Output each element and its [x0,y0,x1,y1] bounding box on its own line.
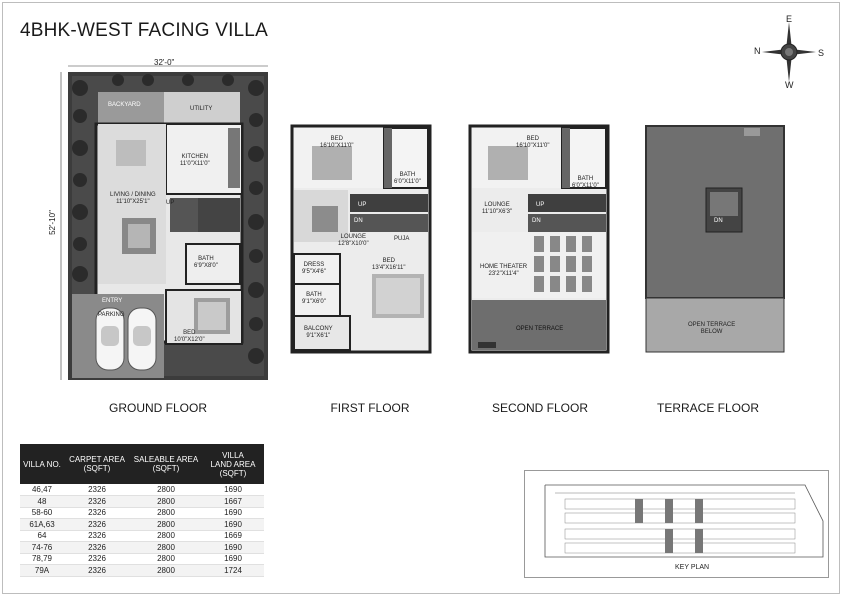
ground-floor-label: GROUND FLOOR [108,401,207,415]
area-table [20,444,264,577]
second-floor-plan [468,124,614,356]
table-row [20,484,264,496]
ground-stair-up: UP [166,200,175,206]
room-bed: BED 10'0"X12'0" [174,330,205,343]
page-title: 4BHK-WEST FACING VILLA [20,20,268,41]
cell-villa-no: 74-76 [20,542,64,554]
terrace-stair-down: DN [714,218,723,224]
compass-west: W [785,80,794,90]
compass-north: N [754,46,761,56]
cell-land: 1690 [202,553,264,565]
compass-east: E [786,14,793,24]
first-floor-plan [290,124,436,356]
cell-land: 1667 [202,496,264,508]
terrace-floor-plan [644,124,790,356]
cell-villa-no: 64 [20,530,64,542]
header-saleable-area: SALEABLE AREA (SQFT) [130,444,202,484]
first-room-bath-2: BATH 9'1"X6'0" [302,292,326,305]
cell-land: 1690 [202,519,264,531]
ground-depth-dimension: 52'-10" [47,210,57,235]
compass-south: S [818,48,825,58]
cell-carpet: 2326 [64,542,130,554]
key-plan [524,470,829,578]
compass [752,14,826,90]
cell-villa-no: 78,79 [20,553,64,565]
second-room-open-terrace: OPEN TERRACE [516,326,564,332]
table-row [20,519,264,531]
cell-saleable: 2800 [130,496,202,508]
first-room-bed-2: BED 13'4"X16'11" [372,258,406,271]
second-stair-up: UP [536,202,545,208]
table-row [20,496,264,508]
first-room-bath-1: BATH 6'0"X11'0" [394,172,421,185]
second-room-bath: BATH 6'0"X11'0" [572,176,599,189]
second-room-home-theater: HOME THEATER 23'2"X11'4" [480,264,528,277]
cell-villa-no: 48 [20,496,64,508]
room-entry: ENTRY [102,298,123,304]
cell-land: 1669 [202,530,264,542]
second-room-bed: BED 16'10"X11'0" [516,136,550,149]
cell-villa-no: 58-60 [20,507,64,519]
cell-carpet: 2326 [64,496,130,508]
first-stair-up: UP [358,202,367,208]
header-land-area: VILLA LAND AREA (SQFT) [202,444,264,484]
first-room-bed-1: BED 16'10"X11'0" [320,136,354,149]
table-row [20,553,264,565]
cell-land: 1690 [202,507,264,519]
second-floor-drawing [468,124,614,356]
cell-land: 1690 [202,542,264,554]
first-floor-label: FIRST FLOOR [330,401,410,415]
cell-saleable: 2800 [130,519,202,531]
terrace-floor-label: TERRACE FLOOR [656,401,759,415]
key-plan-label: KEY PLAN [675,564,710,571]
room-living-dining: LIVING / DINING 11'10"X25'1" [110,192,156,205]
room-bath: BATH 6'9"X8'0" [194,256,218,269]
table-row [20,530,264,542]
cell-carpet: 2326 [64,530,130,542]
room-backyard: BACKYARD [108,102,141,108]
table-row [20,565,264,577]
cell-saleable: 2800 [130,542,202,554]
cell-land: 1690 [202,484,264,496]
cell-carpet: 2326 [64,484,130,496]
cell-carpet: 2326 [64,507,130,519]
table-row [20,542,264,554]
cell-saleable: 2800 [130,565,202,577]
compass-rose-icon [752,14,826,90]
cell-saleable: 2800 [130,507,202,519]
cell-land: 1724 [202,565,264,577]
second-room-lounge: LOUNGE 11'10"X6'3" [482,202,513,215]
area-table-header [20,444,264,484]
first-room-dress: DRESS 9'5"X4'6" [302,262,326,275]
terrace-open-terrace-below: OPEN TERRACE BELOW [688,322,736,335]
room-utility: UTILITY [190,106,213,112]
cell-carpet: 2326 [64,519,130,531]
second-stair-down: DN [532,218,541,224]
first-room-lounge: LOUNGE 12'8"X10'0" [338,234,369,247]
cell-carpet: 2326 [64,553,130,565]
room-kitchen: KITCHEN 11'0"X11'0" [180,154,210,167]
cell-saleable: 2800 [130,553,202,565]
first-room-puja: PUJA [394,236,410,242]
header-villa-no: VILLA NO. [20,444,64,484]
key-plan-drawing [525,471,830,561]
cell-villa-no: 61A,63 [20,519,64,531]
ground-floor-drawing [58,58,278,388]
cell-saleable: 2800 [130,484,202,496]
table-row [20,507,264,519]
cell-villa-no: 46,47 [20,484,64,496]
cell-carpet: 2326 [64,565,130,577]
ground-floor-plan [47,58,278,388]
cell-saleable: 2800 [130,530,202,542]
cell-villa-no: 79A [20,565,64,577]
room-parking: PARKING [98,312,125,318]
first-room-balcony: BALCONY 9'1"X6'1" [304,326,333,339]
ground-width-dimension: 32'-0" [154,58,175,67]
first-stair-down: DN [354,218,363,224]
second-floor-label: SECOND FLOOR [491,401,588,415]
header-carpet-area: CARPET AREA (SQFT) [64,444,130,484]
